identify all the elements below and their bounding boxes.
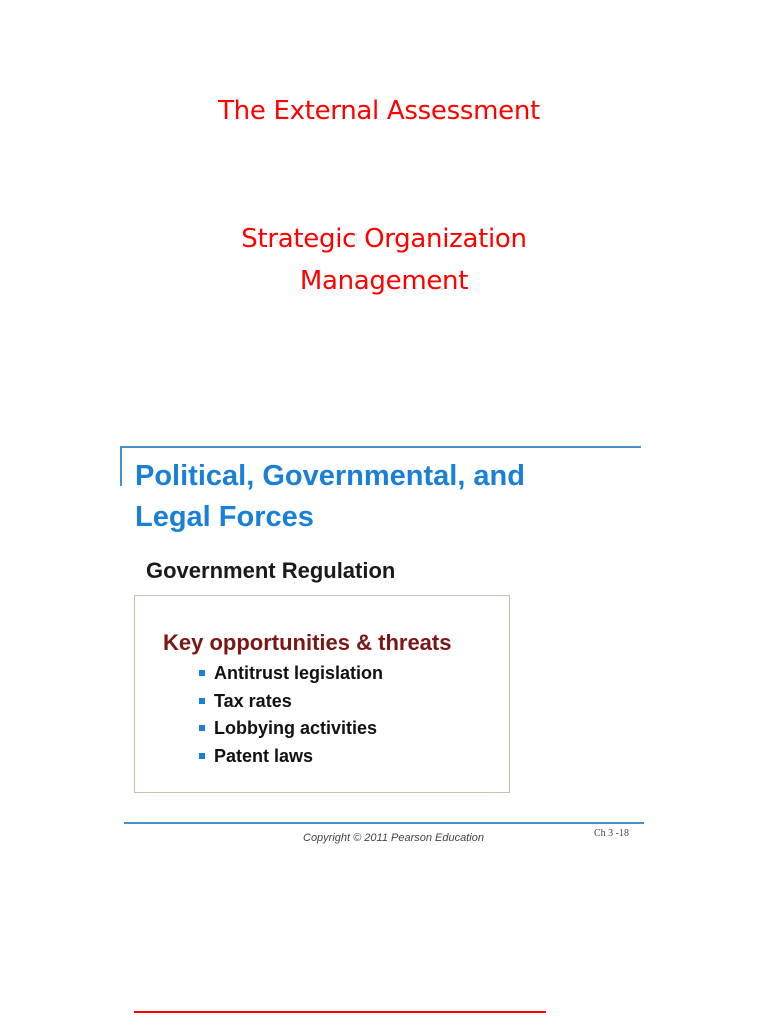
slide-top-rule <box>121 446 641 448</box>
square-bullet-icon <box>199 725 205 731</box>
bullet-list <box>199 662 383 772</box>
list-item <box>199 717 383 745</box>
list-item <box>199 690 383 718</box>
list-item <box>199 662 383 690</box>
box-heading: Key opportunities & threats <box>163 630 452 655</box>
document-title-text: The External Assessment <box>218 96 540 126</box>
bottom-divider <box>134 1011 546 1013</box>
slide-subtitle: Government Regulation <box>146 558 396 583</box>
list-item-text: Patent laws <box>214 745 314 766</box>
list-item-text: Lobbying activities <box>214 718 378 738</box>
document-subtitle-line-2: Management <box>299 266 469 296</box>
list-item-text: Antitrust legislation <box>214 663 384 683</box>
slide-title <box>135 456 655 538</box>
slide-title-line-1: Political, Governmental, and <box>135 460 525 492</box>
copyright-text: Copyright © 2011 Pearson Education <box>303 832 484 844</box>
square-bullet-icon <box>199 698 205 704</box>
document-subtitle-line-1: Strategic Organization <box>241 224 527 254</box>
square-bullet-icon <box>199 670 205 676</box>
page-reference: Ch 3 -18 <box>594 828 629 839</box>
list-item-text: Tax rates <box>214 690 292 711</box>
square-bullet-icon <box>199 753 205 759</box>
slide-bottom-rule <box>124 822 644 824</box>
opportunities-threats-box <box>134 595 510 793</box>
list-item <box>199 745 383 773</box>
slide-title-line-2: Legal Forces <box>135 501 314 533</box>
slide-left-rule <box>120 446 122 486</box>
